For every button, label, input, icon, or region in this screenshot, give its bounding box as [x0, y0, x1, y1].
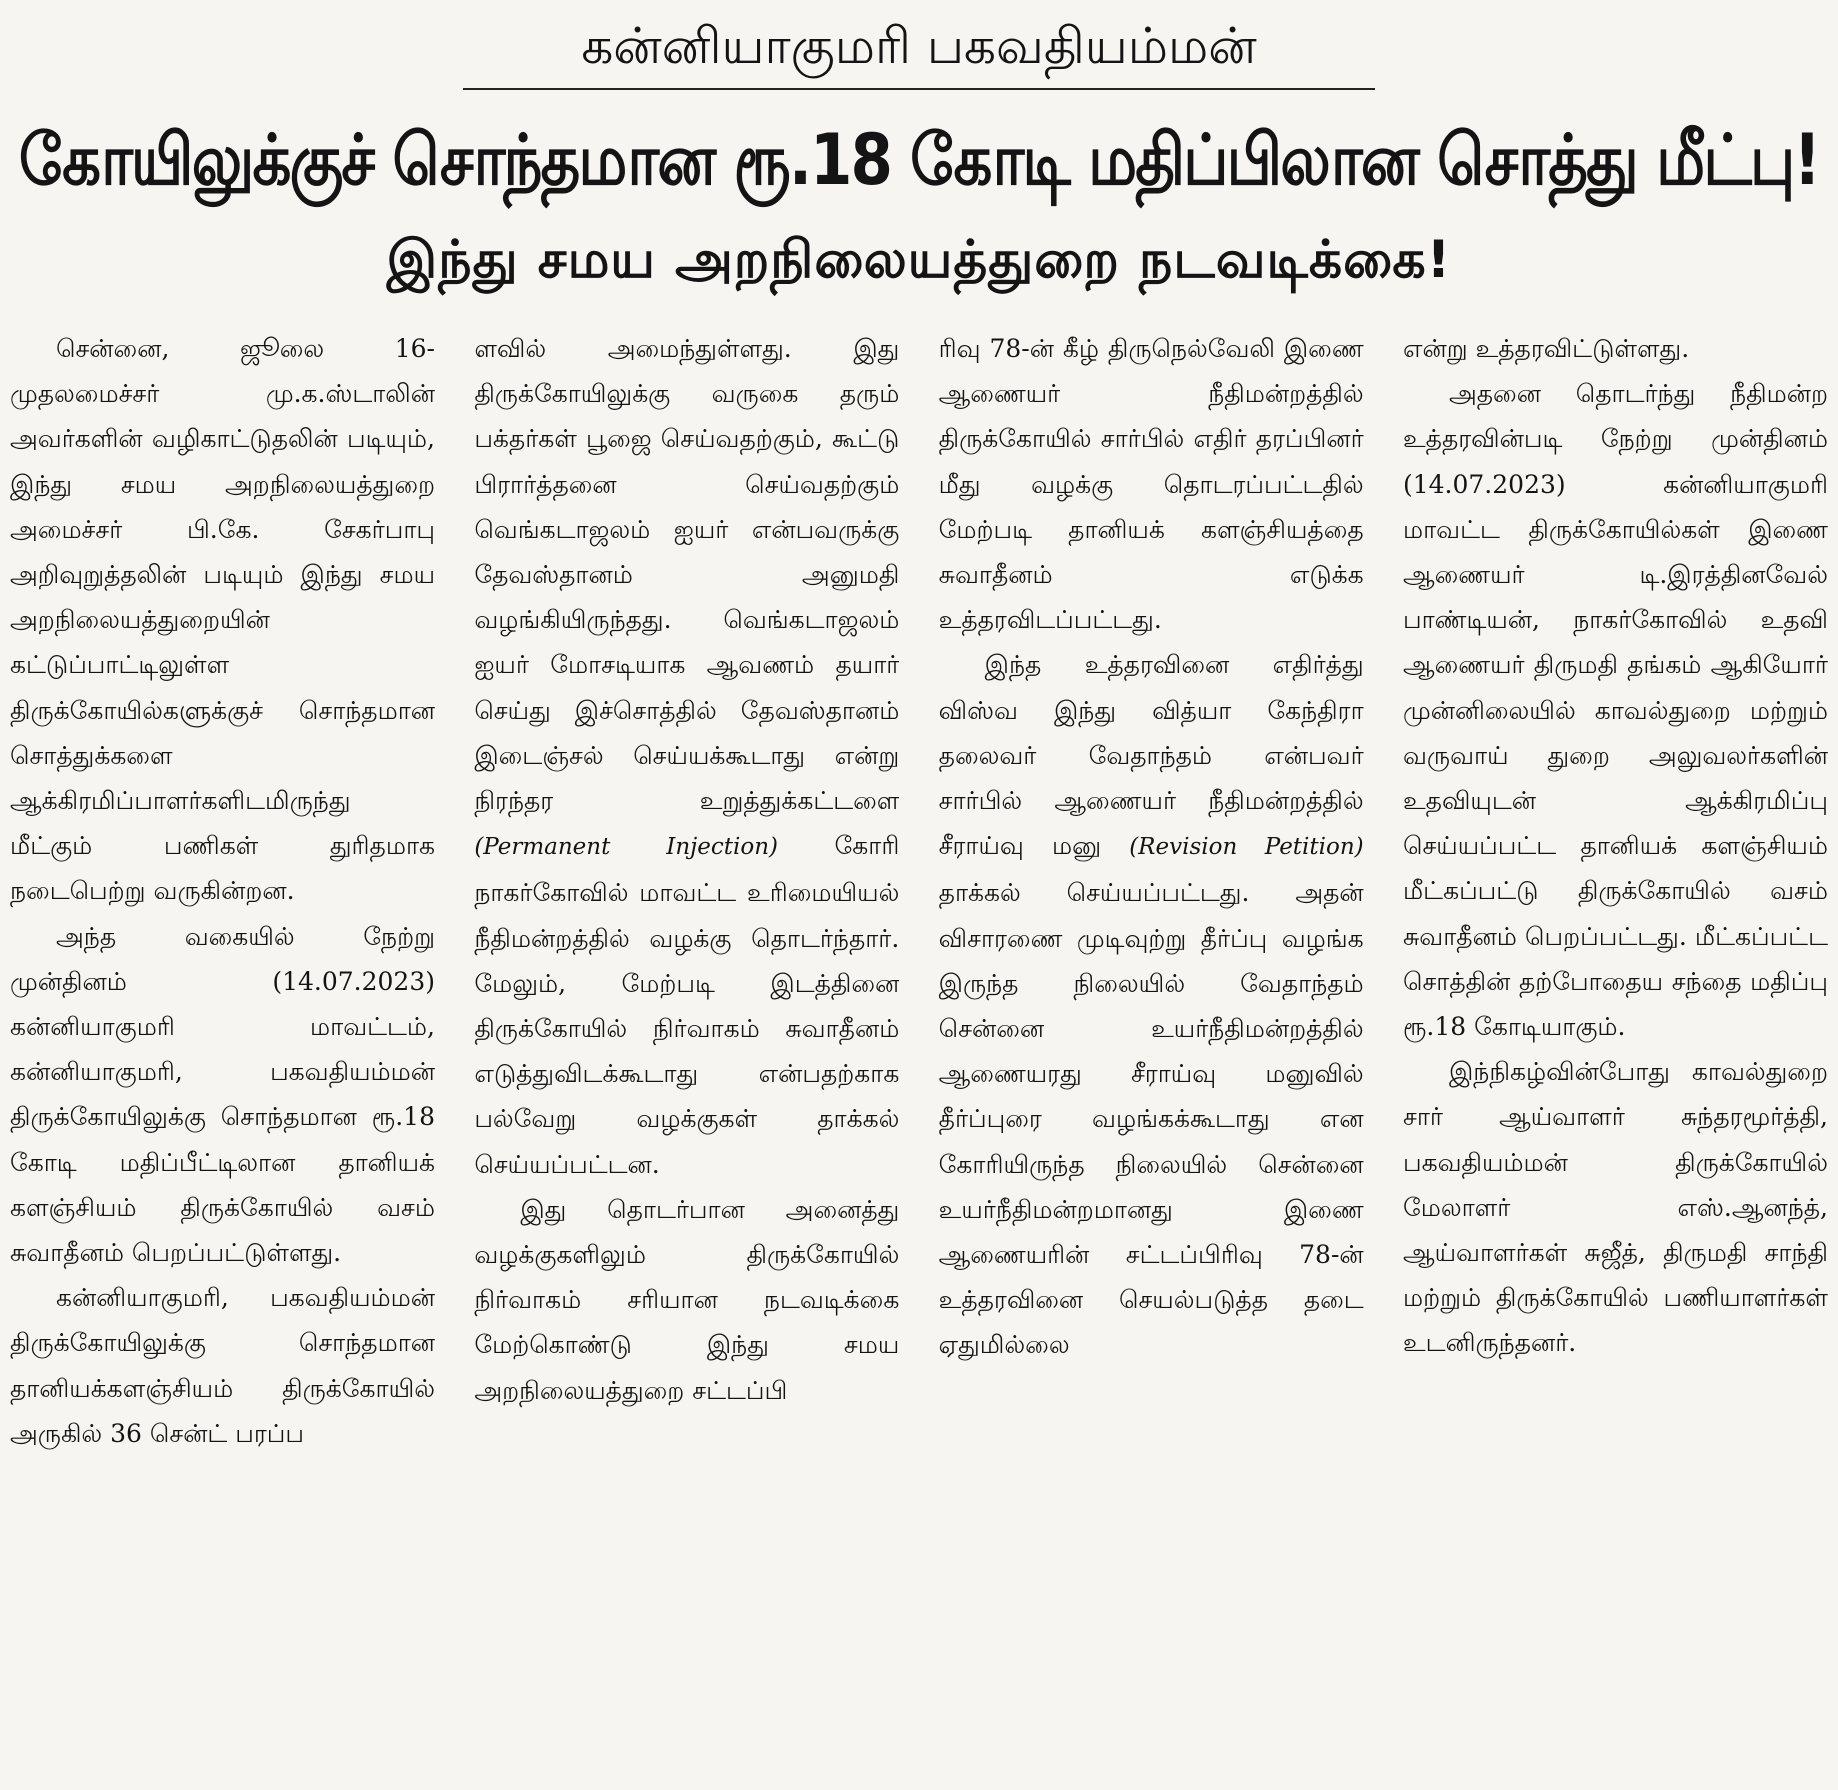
english-term: (Permanent Injection) [474, 834, 778, 861]
headline: கோயிலுக்குச் சொந்தமான ரூ.18 கோடி மதிப்பிலான சொத்து மீட்பு! [18, 119, 1820, 202]
paragraph: ரிவு 78-ன் கீழ் திருநெல்வேலி இணை ஆணையர் நீதிமன்றத்தில் திருக்கோயில் சார்பில் எதிர் தரப்பினர் மீது வழக்கு தொடரப்பட்டதில் மேற்படி தானியக் களஞ்சியத்தை சுவாதீனம் எடுக்க உத்தரவிடப்பட்டது. [938, 334, 1364, 635]
article-column-4 [1403, 326, 1828, 1766]
paragraph: அந்த வகையில் நேற்று முன்தினம் (14.07.2023) கன்னியாகுமரி மாவட்டம், கன்னியாகுமரி, பகவதியம்மன் திருக்கோயிலுக்கு சொந்தமான ரூ.18 கோடி மதிப்பீட்டிலான தானியக் களஞ்சியம் திருக்கோயில் வசம் சுவாதீனம் பெறப்பட்டுள்ளது. [10, 921, 435, 1268]
paragraph-text: இந்த உத்தரவினை எதிர்த்து விஸ்வ இந்து வித்யா கேந்திரா தலைவர் வேதாந்தம் என்பவர் சார்பில் ஆணையர் நீதிமன்றத்தில் சீராய்வு மனு [938, 650, 1364, 861]
paragraph: அதனை தொடர்ந்து நீதிமன்ற உத்தரவின்படி நேற்று முன்தினம் (14.07.2023) கன்னியாகுமரி மாவட்ட திருக்கோயில்கள் இணை ஆணையர் டி.இரத்தினவேல் பாண்டியன், நாகர்கோவில் உதவி ஆணையர் திருமதி தங்கம் ஆகியோர் முன்னிலையில் காவல்துறை மற்றும் வருவாய் துறை அலுவலர்களின் உதவியுடன் ஆக்கிரமிப்பு செய்யப்பட்ட தானியக் களஞ்சியம் மீட்கப்பட்டு திருக்கோயில் வசம் சுவாதீனம் பெறப்பட்டது. மீட்கப்பட்ட சொத்தின் தற்போதைய சந்தை மதிப்பு ரூ.18 கோடியாகும். [1402, 379, 1828, 1042]
article-column-1 [10, 326, 435, 1766]
english-term: (Revision Petition) [1129, 834, 1364, 861]
paragraph: இது தொடர்பான அனைத்து வழக்குகளிலும் திருக்கோயில் நிர்வாகம் சரியான நடவடிக்கை மேற்கொண்டு இந்து சமய அறநிலையத்துறை சட்டப்பி [474, 1194, 900, 1405]
paragraph-text: ளவில் அமைந்துள்ளது. இது திருக்கோயிலுக்கு வருகை தரும் பக்தர்கள் பூஜை செய்வதற்கும், கூட்டு பிரார்த்தனை செய்வதற்கும் வெங்கடாஜலம் ஐயர் என்பவருக்கு தேவஸ்தானம் அனுமதி வழங்கியிருந்தது. வெங்கடாஜலம் ஐயர் மோசடியாக ஆவணம் தயார் செய்து இச்சொத்தில் தேவஸ்தானம் இடைஞ்சல் செய்யக்கூடாது என்று நிரந்தர உறுத்துக்கட்டளை [474, 334, 900, 816]
paragraph: சென்னை, ஜூலை 16- முதலமைச்சர் மு.க.ஸ்டாலின் அவர்களின் வழிகாட்டுதலின் படியும், இந்து சமய அறநிலையத்துறை அமைச்சர் பி.கே. சேகர்பாபு அறிவுறுத்தலின் படியும் இந்து சமய அறநிலையத்துறையின் கட்டுப்பாட்டிலுள்ள திருக்கோயில்களுக்குச் சொந்தமான சொத்துக்களை ஆக்கிரமிப்பாளர்களிடமிருந்து மீட்கும் பணிகள் துரிதமாக நடைபெற்று வருகின்றன. [10, 334, 435, 906]
paragraph-text: தாக்கல் செய்யப்பட்டது. அதன் விசாரணை முடிவுற்று தீர்ப்பு வழங்க இருந்த நிலையில் வேதாந்தம் சென்னை உயர்நீதிமன்றத்தில் ஆணையரது சீராய்வு மனுவில் தீர்ப்புரை வழங்கக்கூடாது என கோரியிருந்த நிலையில் சென்னை உயர்நீதிமன்றமானது இணை ஆணையரின் சட்டப்பிரிவு 78-ன் உத்தரவினை செயல்படுத்த தடை ஏதுமில்லை [938, 878, 1364, 1360]
paragraph-text: கோரி நாகர்கோவில் மாவட்ட உரிமையியல் நீதிமன்றத்தில் வழக்கு தொடர்ந்தார். மேலும், மேற்படி இடத்தினை திருக்கோயில் நிர்வாகம் சுவாதீனம் எடுத்துவிடக்கூடாது என்பதற்காக பல்வேறு வழக்குகள் தாக்கல் செய்யப்பட்டன. [474, 831, 900, 1179]
paragraph: இந்நிகழ்வின்போது காவல்துறை சார் ஆய்வாளர் சுந்தரமூர்த்தி, பகவதியம்மன் திருக்கோயில் மேலாளர் எஸ்.ஆனந்த், ஆய்வாளர்கள் சுஜீத், திருமதி சாந்தி மற்றும் திருக்கோயில் பணியாளர்கள் உடனிருந்தனர். [1402, 1057, 1828, 1358]
kicker-divider [463, 88, 1375, 90]
paragraph: கன்னியாகுமரி, பகவதியம்மன் திருக்கோயிலுக்கு சொந்தமான தானியக்களஞ்சியம் திருக்கோயில் அருகில் 36 சென்ட் பரப்ப [10, 1283, 435, 1448]
article-column-2 [474, 326, 899, 1766]
article-body [10, 326, 1828, 1766]
article-column-3 [939, 326, 1364, 1766]
paragraph: என்று உத்தரவிட்டுள்ளது. [1402, 334, 1690, 363]
paragraph [474, 326, 899, 1187]
paragraph [939, 642, 1364, 1367]
kicker-title: கன்னியாகுமரி பகவதியம்மன் [581, 17, 1257, 75]
subheadline: இந்து சமய அறநிலையத்துறை நடவடிக்கை! [386, 230, 1452, 290]
